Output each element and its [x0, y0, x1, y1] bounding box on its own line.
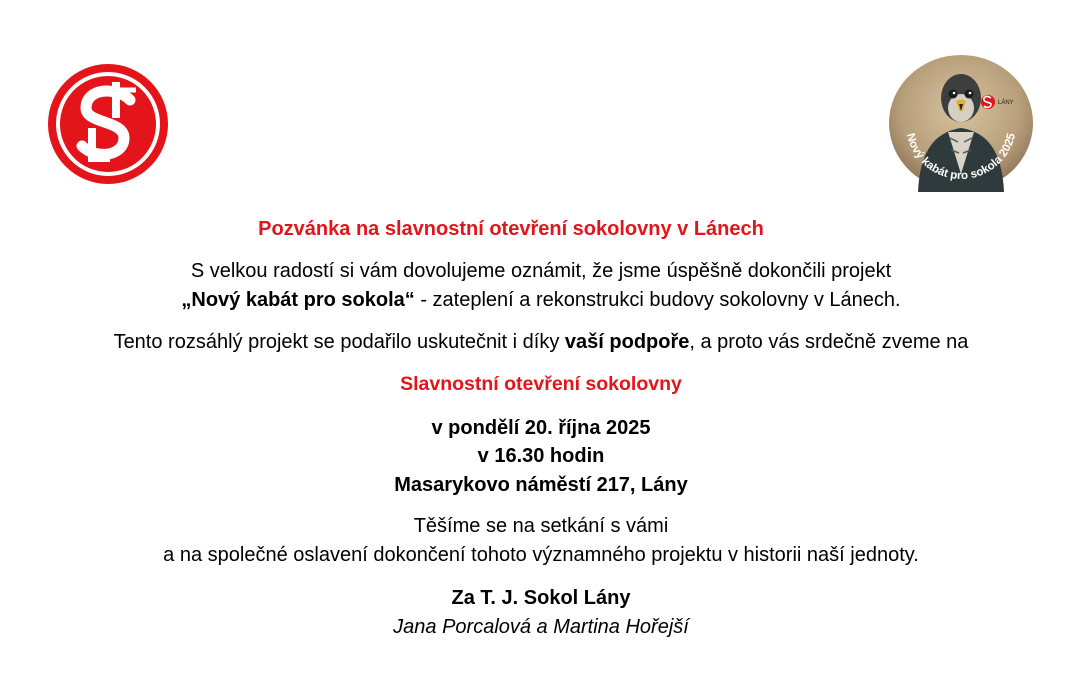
project-badge: [888, 54, 1034, 192]
event-date: v pondělí 20. října 2025: [431, 417, 651, 439]
project-name: „Nový kabát pro sokola“: [181, 289, 415, 311]
intro-line-2-rest: - zateplení a rekonstrukci budovy sokolovny v Lánech.: [414, 289, 901, 311]
invitation-heading: Pozvánka na slavnostní otevření sokolovny v Lánech: [258, 218, 764, 240]
signature-names: Jana Porcalová a Martina Hořejší: [393, 616, 689, 638]
badge-brand-text: LÁNY: [998, 100, 1014, 106]
sokol-logo: [46, 62, 170, 186]
support-after: , a proto vás srdečně zveme na: [689, 331, 969, 353]
support-before: Tento rozsáhlý projekt se podařilo uskutečnit i díky: [113, 331, 565, 353]
support-bold: vaší podpoře: [564, 331, 690, 353]
badge-ring-text: Nový kabát pro sokola 2025: [903, 131, 1019, 183]
event-title: Slavnostní otevření sokolovny: [400, 373, 682, 395]
signature-org: Za T. J. Sokol Lány: [451, 587, 631, 609]
event-place: Masarykovo náměstí 217, Lány: [394, 474, 688, 496]
support-line: [0, 330, 1082, 354]
closing-line-2: a na společné oslavení dokončení tohoto významného projektu v historii naší jednoty.: [163, 544, 919, 566]
closing-line-1: Těšíme se na setkání s vámi: [413, 515, 669, 537]
intro-line-2: [0, 288, 1082, 312]
event-time: v 16.30 hodin: [477, 445, 605, 467]
intro-line-1: S velkou radostí si vám dovolujeme oznámit, že jsme úspěšně dokončili projekt: [190, 260, 892, 282]
